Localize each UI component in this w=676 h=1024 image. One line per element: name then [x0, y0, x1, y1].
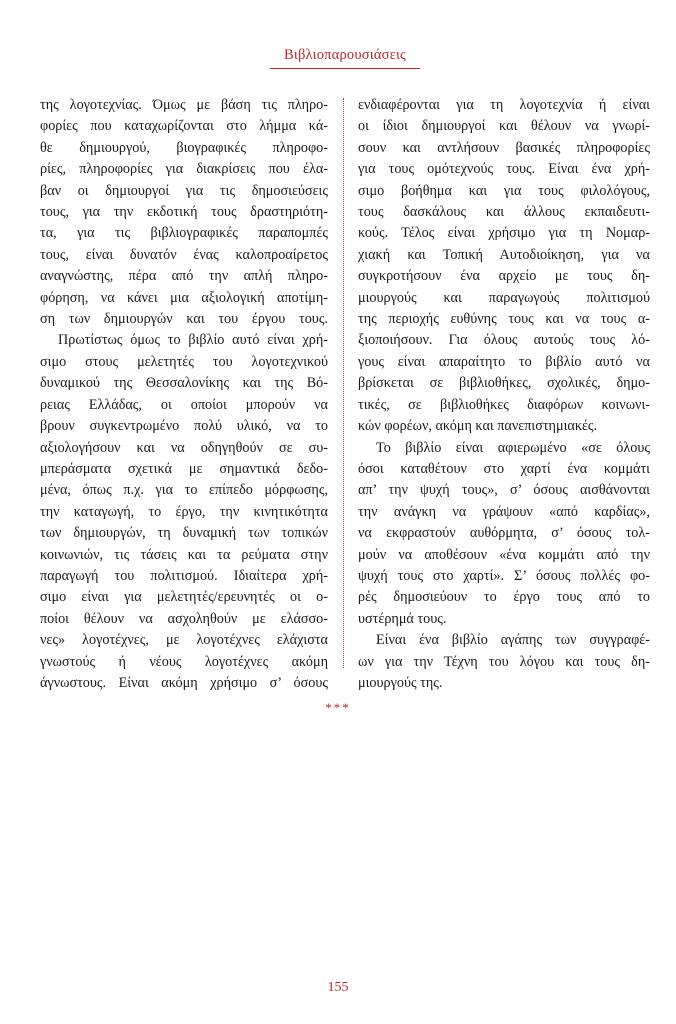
text-line: τους, για την εκδοτική τους δραστηριότη- — [40, 204, 328, 221]
text-line: ρές δημοσιεύουν το έργο τους από το — [358, 589, 650, 606]
left-column — [40, 95, 328, 694]
text-line: ων για την Τέχνη του λόγου και τους δη- — [358, 653, 650, 670]
text-line: κοινωνιών, τις τάσεις και τα ρεύματα στην — [40, 546, 328, 563]
text-line: σιμο βοήθημα και για τους φιλολόγους, — [358, 182, 650, 199]
text-line: σουν και αντλήσουν βασικές πληροφορίες — [358, 139, 650, 156]
text-line: Το βιβλίο είναι αφιερωμένο «σε όλους — [376, 439, 650, 456]
text-line: τους δασκάλους και άλλους εκπαιδευτι- — [358, 204, 650, 221]
right-column — [358, 95, 650, 694]
text-line: την ανάγκη να γράψουν «από καρδίας», — [358, 503, 650, 520]
text-line: μούν να αποθέσουν «ένα κομμάτι από την — [358, 546, 650, 563]
text-line: βρίσκεται σε βιβλιοθήκες, σχολικές, δημο- — [358, 375, 650, 392]
text-line: άγνωστους. Είναι ακόμη χρήσιμο σ’ όσους — [40, 674, 328, 691]
section-title: Βιβλιοπαρουσιάσεις — [283, 47, 406, 63]
text-line: νες» λογοτέχνες, με λογοτέχνες ελάχιστα — [40, 632, 328, 649]
text-line: ξιοποιήσουν. Για όλους αυτούς τους λό- — [358, 332, 650, 349]
text-line: παραγωγή του πολιτισμού. Ιδιαίτερα χρή- — [40, 567, 328, 584]
text-line: βαν οι δημιουργοί για τις δημοσιεύσεις — [40, 182, 328, 199]
text-line: τους, είναι δυνατόν ένας καλοπροαίρετος — [40, 246, 328, 263]
text-line: αξιολογήσουν και να οδηγηθούν σε συ- — [40, 439, 328, 456]
text-line: υστέρημά τους. — [358, 610, 447, 627]
text-line: να εκφραστούν αυθόρμητα, σ’ όσους τολ- — [358, 525, 650, 542]
text-line: ψυχή τους στο χαρτί». Σ’ όσους πολλές φο- — [358, 567, 650, 584]
text-line: θε δημιουργού, βιογραφικές πληροφο- — [40, 139, 328, 156]
text-line: Είναι ένα βιβλίο αγάπης των συγγραφέ- — [376, 632, 650, 649]
section-separator: *** — [325, 700, 351, 715]
text-line: γους είναι απαραίτητο το βιβλίο αυτό να — [358, 353, 650, 370]
text-line: φορίες που καταχωρίζονται στο λήμμα κά- — [40, 118, 328, 135]
running-header — [270, 47, 420, 69]
text-line: την καταγωγή, το έργο, την κινητικότητα — [40, 503, 328, 520]
text-line: όσοι καταθέτουν στο χαρτί ένα κομμάτι — [358, 460, 650, 477]
text-line: μπεράσματα σχετικά με σημαντικά δεδο- — [40, 460, 328, 477]
text-line: κών φορέων, ακόμη και πανεπιστημιακές. — [358, 418, 598, 435]
text-line: Πρωτίστως όμως το βιβλίο αυτό είναι χρή- — [58, 332, 328, 349]
text-line: μιουργούς της. — [358, 674, 443, 691]
text-line: κούς. Τέλος είναι χρήσιμο για τη Νομαρ- — [358, 225, 650, 242]
text-line: σιμο είναι για μελετητές/ερευνητές οι ο- — [40, 589, 328, 606]
text-line: ενδιαφέρονται για τη λογοτεχνία ή είναι — [358, 97, 650, 113]
text-line: βρουν συγκεντρωμένο πολύ υλικό, να το — [40, 418, 328, 435]
page-number: 155 — [327, 980, 349, 995]
text-line: απ’ την ψυχή τους», σ’ όσους αισθάνονται — [358, 482, 650, 499]
text-line: μιουργούς και παραγωγούς πολιτισμού — [358, 289, 650, 306]
header-underline — [270, 68, 420, 69]
text-line: μένα, όπως π.χ. για το επίπεδο μόρφωσης, — [40, 482, 328, 499]
column-divider — [343, 98, 344, 668]
text-line: χιακή και Τοπική Αυτοδιοίκηση, για να — [358, 246, 650, 263]
text-line: ρειας Ελλάδας, οι οποίοι μπορούν να — [40, 396, 328, 413]
text-line: ρίες, πληροφορίες για διακρίσεις που έλα- — [40, 161, 328, 178]
text-line: γνωστούς ή νέους λογοτέχνες ακόμη — [40, 653, 328, 670]
text-line: σιμο στους μελετητές του λογοτεχνικού — [40, 353, 328, 370]
text-line: της περιοχής ευθύνης τους και να τους α- — [358, 311, 650, 328]
text-line: της λογοτεχνίας. Όμως με βάση τις πληρο- — [40, 97, 328, 113]
text-line: οι ίδιοι δημιουργοί και θέλουν να γνωρί- — [358, 118, 650, 135]
text-line: τικές, σε βιβλιοθήκες διαφόρων κοινωνι- — [358, 396, 650, 413]
text-line: δυναμικού της Θεσσαλονίκης και της Βό- — [40, 375, 328, 392]
text-line: φόρηση, να κάνει μια αξιολογική αποτίμη- — [40, 289, 328, 306]
text-line: αναγνώστης, πέρα από την απλή πληρο- — [40, 268, 328, 285]
text-line: συγκροτήσουν ένα αρχείο με τους δη- — [358, 268, 650, 285]
text-line: τα, για τις βιβλιογραφικές παραπομπές — [40, 225, 328, 242]
text-line: ση των δημιουργών και του έργου τους. — [40, 311, 328, 328]
text-line: ποίοι θέλουν να ασχοληθούν με ελάσσο- — [40, 610, 328, 627]
text-line: των δημιουργών, τη δυναμική των τοπικών — [40, 525, 328, 542]
text-line: για τους ομότεχνούς τους. Είναι ένα χρή- — [358, 161, 650, 178]
